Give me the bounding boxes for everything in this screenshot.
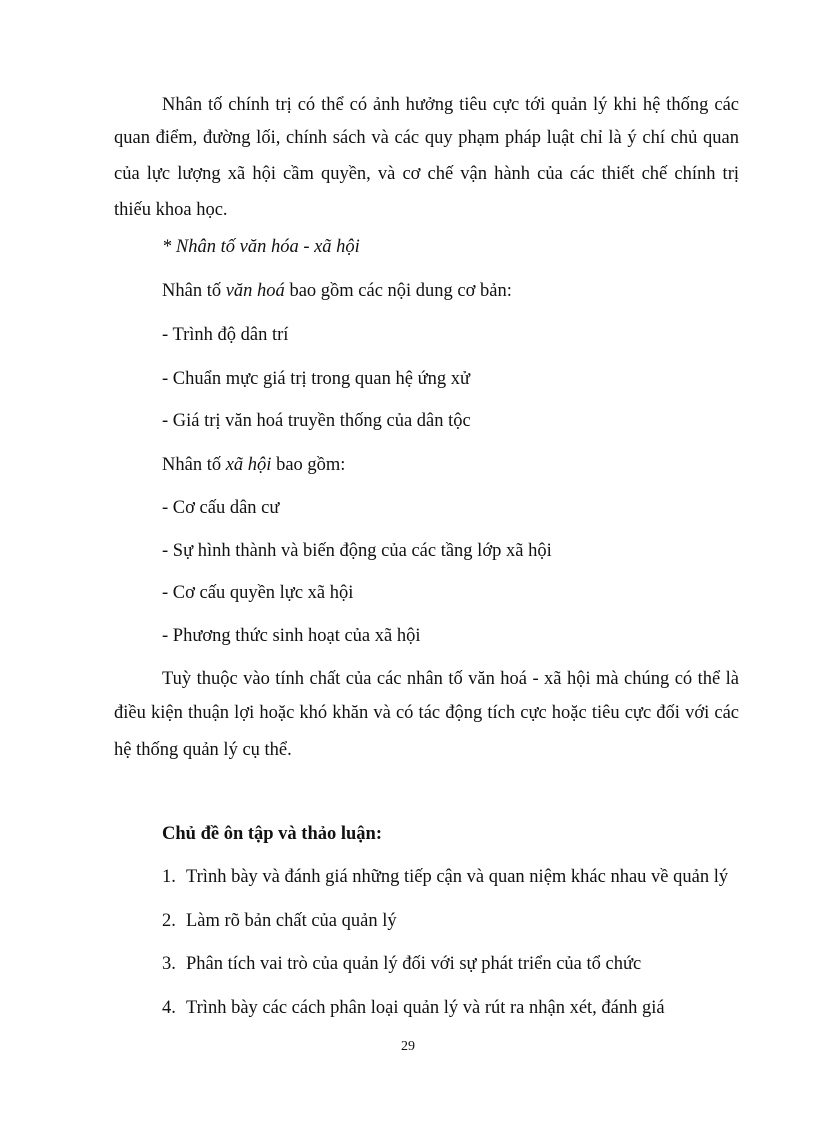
political-paragraph-line-3: của lực lượng xã hội cầm quyền, và cơ chế vận hành của các thiết chế chính trị xyxy=(114,164,739,184)
review-heading: Chủ đề ôn tập và thảo luận: xyxy=(162,824,383,844)
review-item-number: 4. xyxy=(162,998,176,1018)
culture-item: - Trình độ dân trí xyxy=(162,325,289,345)
society-intro: Nhân tố xã hội bao gồm: xyxy=(162,455,346,475)
review-item xyxy=(162,910,397,932)
review-item xyxy=(162,997,665,1019)
review-item-text: Trình bày và đánh giá những tiếp cận và quan niệm khác nhau về quản lý xyxy=(186,867,729,887)
review-item-number: 1. xyxy=(162,867,176,887)
review-item xyxy=(162,866,728,888)
conclusion-paragraph-line-2: điều kiện thuận lợi hoặc khó khăn và có tác động tích cực hoặc tiêu cực đối với các xyxy=(114,703,739,723)
political-paragraph-line-2: quan điểm, đường lối, chính sách và các quy phạm pháp luật chỉ là ý chí chủ quan xyxy=(114,128,739,148)
culture-item: - Giá trị văn hoá truyền thống của dân tộc xyxy=(162,411,471,431)
society-item: - Cơ cấu dân cư xyxy=(162,498,280,518)
culture-society-heading: * Nhân tố văn hóa - xã hội xyxy=(162,237,360,257)
society-item: - Cơ cấu quyền lực xã hội xyxy=(162,583,354,603)
page-number: 29 xyxy=(401,1039,415,1054)
review-item-number: 2. xyxy=(162,911,176,931)
political-paragraph-line-1: Nhân tố chính trị có thể có ảnh hưởng tiêu cực tới quản lý khi hệ thống các xyxy=(162,95,739,115)
culture-item: - Chuẩn mực giá trị trong quan hệ ứng xử xyxy=(162,369,471,389)
review-item-text: Phân tích vai trò của quản lý đối với sự phát triển của tổ chức xyxy=(186,954,642,974)
review-item-text: Trình bày các cách phân loại quản lý và rút ra nhận xét, đánh giá xyxy=(186,998,665,1018)
society-item: - Sự hình thành và biến động của các tầng lớp xã hội xyxy=(162,541,552,561)
review-item xyxy=(162,953,641,975)
conclusion-paragraph-line-1: Tuỳ thuộc vào tính chất của các nhân tố văn hoá - xã hội mà chúng có thể là xyxy=(162,669,739,689)
review-item-number: 3. xyxy=(162,954,176,974)
culture-intro: Nhân tố văn hoá bao gồm các nội dung cơ bản: xyxy=(162,281,512,301)
political-paragraph-line-4: thiếu khoa học. xyxy=(114,200,228,220)
review-item-text: Làm rõ bản chất của quản lý xyxy=(186,911,397,931)
society-item: - Phương thức sinh hoạt của xã hội xyxy=(162,626,421,646)
conclusion-paragraph-line-3: hệ thống quản lý cụ thể. xyxy=(114,740,292,760)
